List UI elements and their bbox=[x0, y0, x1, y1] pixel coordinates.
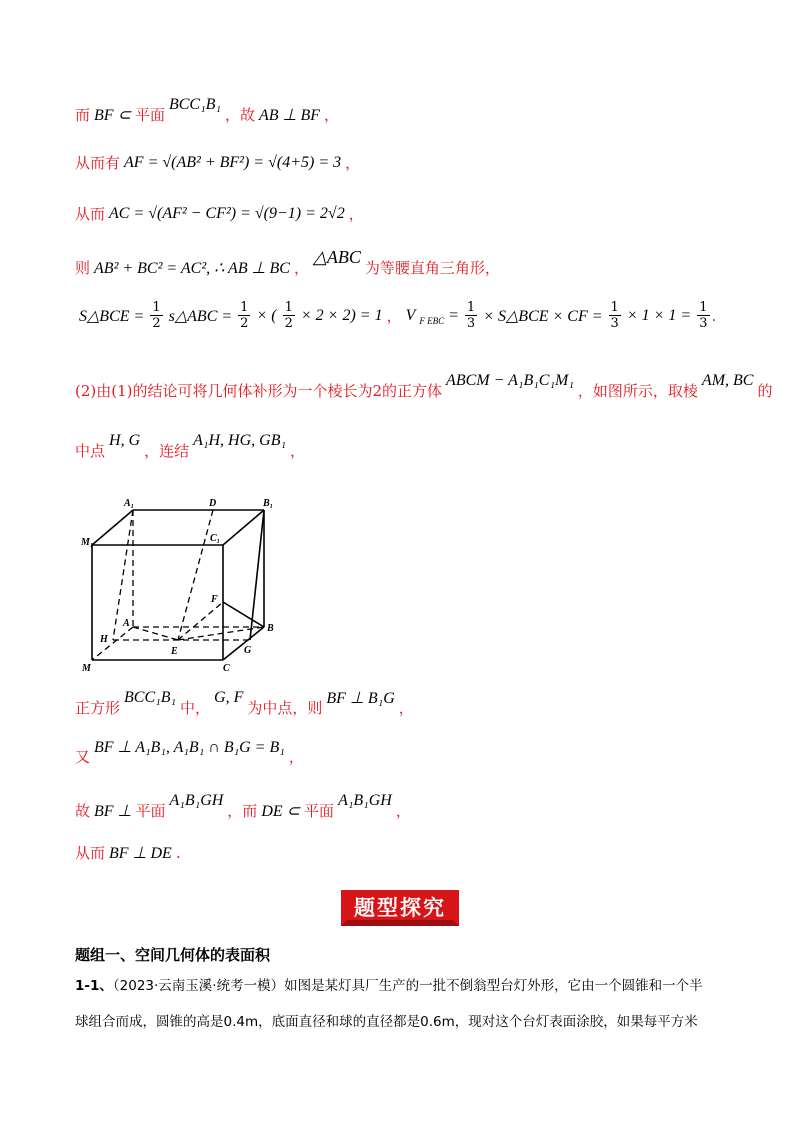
math: A₁B₁GH bbox=[169, 791, 224, 809]
math: AM, BC bbox=[701, 371, 754, 389]
text: 从而 bbox=[75, 844, 106, 862]
fraction: $\frac{1}{2}$ bbox=[152, 300, 161, 331]
fraction: $\frac{1}{2}$ bbox=[284, 300, 293, 331]
text: ， bbox=[386, 307, 402, 325]
math: AB² + BC² = AC², ∴ AB ⊥ BC bbox=[94, 259, 290, 277]
text: 平面 bbox=[304, 802, 335, 820]
fraction: $\frac{1}{3}$ bbox=[466, 300, 476, 331]
fraction: $\frac{1}{3}$ bbox=[610, 300, 619, 331]
solution-line-9 bbox=[75, 738, 304, 767]
text: 中， bbox=[180, 699, 211, 717]
text: (2)由(1)的结论可将几何体补形为一个棱长为2的正方体 bbox=[75, 382, 443, 400]
text: 故 bbox=[75, 802, 91, 820]
text: 从而有 bbox=[75, 154, 121, 172]
math: A₁B₁GH bbox=[338, 791, 392, 809]
math: AF = √(AB² + BF²) = √(4+5) = 3 bbox=[124, 153, 342, 171]
banner-shadow bbox=[341, 920, 459, 926]
label-E: E bbox=[171, 646, 178, 657]
text: ，故 bbox=[225, 106, 256, 124]
text: ， bbox=[398, 699, 414, 717]
solution-line-7 bbox=[75, 431, 306, 461]
math: BCC₁B₁ bbox=[168, 95, 221, 113]
solution-line-1 bbox=[75, 95, 340, 125]
label-D: D bbox=[209, 498, 217, 509]
label-H: H bbox=[100, 634, 108, 645]
label-B: B bbox=[267, 623, 274, 634]
math: BF ⊥ DE bbox=[109, 844, 172, 862]
text: ，而 bbox=[227, 802, 258, 820]
text: ，如图所示，取棱 bbox=[577, 382, 698, 400]
problem-text: 球组合而成，圆锥的高是0.4m，底面直径和球的直径都是0.6m，现对这个台灯表面涂胶，如果每平方米 bbox=[75, 1014, 698, 1030]
text: ， bbox=[293, 259, 309, 277]
solution-line-6 bbox=[75, 371, 773, 401]
solution-line-4 bbox=[75, 247, 500, 278]
problem-line-1 bbox=[75, 976, 725, 998]
math: BCC₁B₁ bbox=[124, 688, 177, 706]
text: 中点 bbox=[75, 442, 106, 460]
label-F: F bbox=[211, 594, 218, 605]
math: × 2 × 2) = 1 bbox=[300, 306, 383, 324]
text: ， bbox=[395, 802, 411, 820]
text: ， bbox=[288, 748, 304, 766]
math: AB ⊥ BF bbox=[259, 106, 321, 124]
section-heading: 题组一、空间几何体的表面积 bbox=[75, 946, 271, 964]
problem-line-2 bbox=[75, 1012, 725, 1034]
label-C: C bbox=[223, 663, 230, 674]
text: 为等腰直角三角形， bbox=[364, 259, 500, 277]
label-B1: B₁ bbox=[263, 498, 274, 509]
math: S△BCE = bbox=[79, 307, 145, 325]
math: BF ⊥ bbox=[94, 802, 132, 820]
math: BF ⊥ A₁B₁, A₁B₁ ∩ B₁G = B₁ bbox=[94, 738, 285, 756]
text: ， bbox=[345, 154, 361, 172]
math: ABCM − A₁B₁C₁M₁ bbox=[446, 371, 574, 389]
math: DE ⊂ bbox=[261, 802, 301, 820]
text: ， bbox=[348, 205, 364, 223]
problem-source: （2023·云南玉溪·统考一模） bbox=[112, 978, 285, 994]
text: 平面 bbox=[135, 802, 166, 820]
math: s△ABC = bbox=[168, 307, 233, 325]
text: 为中点，则 bbox=[247, 699, 323, 717]
text: 则 bbox=[75, 259, 91, 277]
section-banner bbox=[341, 890, 459, 926]
math: BF ⊥ B₁G bbox=[326, 689, 395, 707]
text: 而 bbox=[75, 106, 91, 124]
solution-line-3 bbox=[75, 203, 364, 224]
text: ，连结 bbox=[144, 442, 190, 460]
math: H, G bbox=[109, 431, 141, 449]
math: G, F bbox=[214, 688, 244, 706]
text: . bbox=[175, 843, 181, 862]
math: = bbox=[448, 306, 459, 324]
math: × ( bbox=[256, 306, 277, 324]
text: 从而 bbox=[75, 205, 106, 223]
solution-line-2 bbox=[75, 152, 360, 173]
text: 平面 bbox=[134, 106, 165, 124]
problem-number: 1-1、 bbox=[75, 978, 113, 994]
math: A₁H, HG, GB₁ bbox=[193, 431, 287, 449]
math: △ABC bbox=[312, 247, 361, 267]
text: 正方形 bbox=[75, 699, 121, 717]
label-M1: M₁ bbox=[81, 537, 94, 548]
solution-line-10 bbox=[75, 791, 411, 821]
solution-line-11 bbox=[75, 842, 181, 863]
text: 的 bbox=[757, 382, 773, 400]
math: AC = √(AF² − CF²) = √(9−1) = 2√2 bbox=[109, 204, 345, 222]
fraction: $\frac{1}{3}$ bbox=[699, 300, 708, 331]
text: . bbox=[711, 306, 717, 325]
label-M: M bbox=[82, 663, 91, 674]
math: V bbox=[405, 306, 416, 324]
label-G: G bbox=[244, 645, 252, 656]
solution-line-8 bbox=[75, 688, 414, 718]
text: ， bbox=[290, 442, 306, 460]
text: ， bbox=[324, 106, 340, 124]
banner-text: 题型探究 bbox=[354, 896, 446, 920]
math: F EBC bbox=[419, 315, 445, 326]
label-C1: C₁ bbox=[210, 533, 221, 544]
math: × S△BCE × CF = bbox=[483, 307, 603, 325]
math: × 1 × 1 = bbox=[626, 306, 692, 324]
math: BF ⊂ bbox=[94, 106, 131, 124]
text: 又 bbox=[75, 748, 91, 766]
solution-line-5 bbox=[75, 300, 716, 331]
cube-figure bbox=[78, 490, 288, 675]
label-A: A bbox=[123, 618, 130, 629]
label-A1: A₁ bbox=[124, 498, 135, 509]
problem-text: 如图是某灯具厂生产的一批不倒翁型台灯外形，它由一个圆锥和一个半 bbox=[284, 978, 703, 994]
fraction: $\frac{1}{2}$ bbox=[240, 300, 249, 331]
